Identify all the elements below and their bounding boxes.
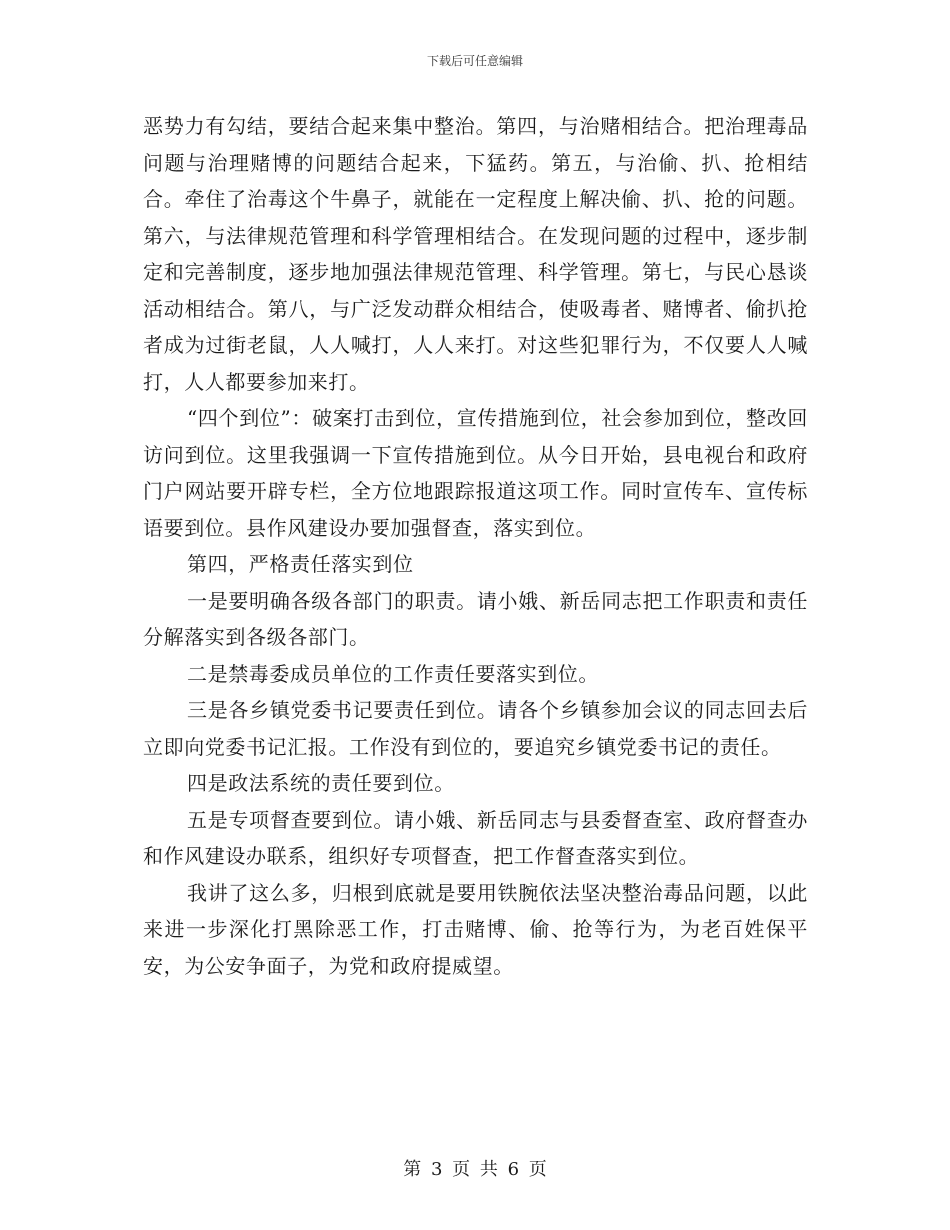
section-heading-fourth: 第四，严格责任落实到位 [187,552,414,576]
page-footer: 第 3 页 共 6 页 [403,1159,547,1180]
paragraph-continued: 恶势力有勾结，要结合起来集中整治。第四，与治赌相结合。把治理毒品问题与治理赌博的问题结合起来，下猛药。第五，与治偷、扒、抢相结合。牵住了治毒这个牛鼻子，就能在一定程度上解决偷、扒、抢的问题。第六，与法律规范管理和科学管理相结合。在发现问题的过程中，逐步制定和完善制度，逐步地加强法律规范管理、科学管理。第七，与民心恳谈活动相结合。第八，与广泛发动群众相结合，使吸毒者、赌博者、偷扒抢者成为过街老鼠，人人喊打，人人来打。对这些犯罪行为，不仅要人人喊打，人人都要参加来打。 [143,114,808,394]
paragraph-four-in-place: “四个到位”：破案打击到位，宣传措施到位，社会参加到位，整改回访问到位。这里我强调一下宣传措施到位。从今日开始，县电视台和政府门户网站要开辟专栏，全方位地跟踪报道这项工作。同时宣传车、宣传标语要到位。县作风建设办要加强督查，落实到位。 [143,406,808,540]
document-body [143,108,808,984]
paragraph-item-five: 五是专项督查要到位。请小娥、新岳同志与县委督查室、政府督查办和作风建设办联系，组织好专项督查，把工作督查落实到位。 [143,807,808,868]
paragraph-item-one: 一是要明确各级各部门的职责。请小娥、新岳同志把工作职责和责任分解落实到各级各部门。 [143,588,808,649]
paragraph-item-two: 二是禁毒委成员单位的工作责任要落实到位。 [187,661,599,686]
page-header: 下载后可任意编辑 [426,54,523,68]
paragraph-item-four: 四是政法系统的责任要到位。 [187,771,455,795]
paragraph-conclusion: 我讲了这么多，归根到底就是要用铁腕依法坚决整治毒品问题，以此来进一步深化打黑除恶工作，打击赌博、偷、抢等行为，为老百姓保平安，为公安争面子，为党和政府提威望。 [143,880,808,978]
paragraph-item-three: 三是各乡镇党委书记要责任到位。请各个乡镇参加会议的同志回去后立即向党委书记汇报。工作没有到位的，要追究乡镇党委书记的责任。 [143,698,808,759]
